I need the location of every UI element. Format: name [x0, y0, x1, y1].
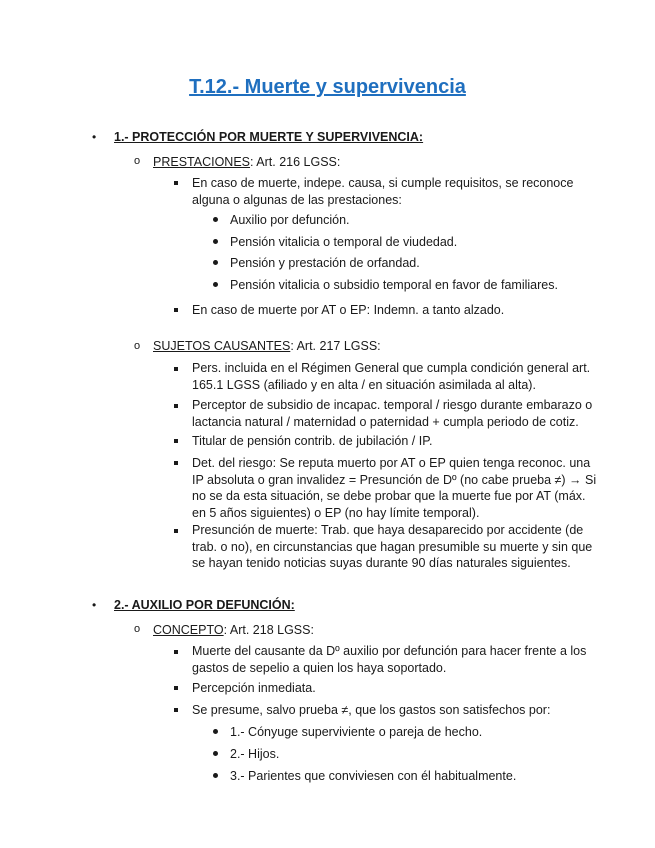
list-marker — [174, 650, 178, 654]
sub-list-item: Auxilio por defunción. — [230, 213, 350, 227]
sub-list-item: Pensión y prestación de orfandad. — [230, 256, 420, 270]
list-marker — [174, 439, 178, 443]
list-marker — [213, 260, 218, 265]
list-item: Titular de pensión contrib. de jubilación / IP. — [192, 434, 433, 448]
list-marker — [174, 461, 178, 465]
sub-list-item: 2.- Hijos. — [230, 747, 280, 761]
list-item: Pers. incluida en el Régimen General que cumpla condición general art. 165.1 LGSS (afiliado y en alta / en situación asimilada al alta). — [192, 361, 591, 392]
subsection-heading — [153, 622, 314, 638]
subsection-ref: : Art. 216 LGSS: — [250, 155, 341, 169]
list-item: Se presume, salvo prueba ≠, que los gastos son satisfechos por: — [192, 703, 551, 717]
list-item: Det. del riesgo: Se reputa muerto por AT o EP quien tenga reconoc. una IP absoluta o gran invalidez = Presunción de Dº (no cabe prueba ≠) → Si no se da esta situación, se debe probar que la muerte fue por AT (máx. en 5 años siguientes) o EP (no hay límite temporal). — [192, 456, 597, 520]
subsection-label: CONCEPTO — [153, 623, 224, 637]
list-marker — [174, 686, 178, 690]
subsection-heading — [153, 154, 340, 170]
sub-list-item: Pensión vitalicia o subsidio temporal en favor de familiares. — [230, 278, 558, 292]
list-marker — [174, 529, 178, 533]
subsection-bullet: o — [134, 155, 141, 167]
sub-list-item: 1.- Cónyuge superviviente o pareja de hecho. — [230, 725, 483, 739]
subsection-ref: : Art. 217 LGSS: — [290, 339, 381, 353]
list-marker — [174, 708, 178, 712]
sub-list-item: 3.- Parientes que conviviesen con él habitualmente. — [230, 769, 517, 783]
subsection-bullet: o — [134, 623, 141, 635]
subsection-heading — [153, 338, 381, 354]
section-heading: 2.- AUXILIO POR DEFUNCIÓN: — [114, 598, 295, 612]
list-item: En caso de muerte, indepe. causa, si cumple requisitos, se reconoce alguna o algunas de las prestaciones: — [192, 176, 574, 207]
document-title: T.12.- Muerte y supervivencia — [189, 76, 466, 98]
list-item: En caso de muerte por AT o EP: Indemn. a tanto alzado. — [192, 303, 505, 317]
subsection-ref: : Art. 218 LGSS: — [223, 623, 314, 637]
list-marker — [174, 367, 178, 371]
list-marker — [213, 217, 218, 222]
list-marker — [174, 181, 178, 185]
list-marker — [213, 239, 218, 244]
list-item: Percepción inmediata. — [192, 681, 316, 695]
section-bullet: • — [92, 598, 97, 612]
list-marker — [213, 773, 218, 778]
subsection-bullet: o — [134, 340, 141, 352]
list-marker — [174, 404, 178, 408]
subsection-label: SUJETOS CAUSANTES — [153, 339, 291, 353]
list-marker — [213, 729, 218, 734]
section-heading: 1.- PROTECCIÓN POR MUERTE Y SUPERVIVENCIA: — [114, 130, 424, 144]
subsection-label: PRESTACIONES — [153, 155, 251, 169]
list-item: Perceptor de subsidio de incapac. temporal / riesgo durante embarazo o lactancia natural / maternidad o paternidad + cumpla periodo de cotiz. — [192, 398, 593, 429]
section-bullet: • — [92, 130, 97, 144]
sub-list-item: Pensión vitalicia o temporal de viudedad. — [230, 235, 458, 249]
list-marker — [213, 751, 218, 756]
list-item: Muerte del causante da Dº auxilio por defunción para hacer frente a los gastos de sepelio a quien los haya soportado. — [192, 644, 587, 675]
list-marker — [213, 282, 218, 287]
list-marker — [174, 308, 178, 312]
list-item: Presunción de muerte: Trab. que haya desaparecido por accidente (de trab. o no), en circunstancias que hagan presumible su muerte y sin que se hayan tenido noticias suyas durante 90 días naturales siguientes. — [192, 523, 593, 570]
